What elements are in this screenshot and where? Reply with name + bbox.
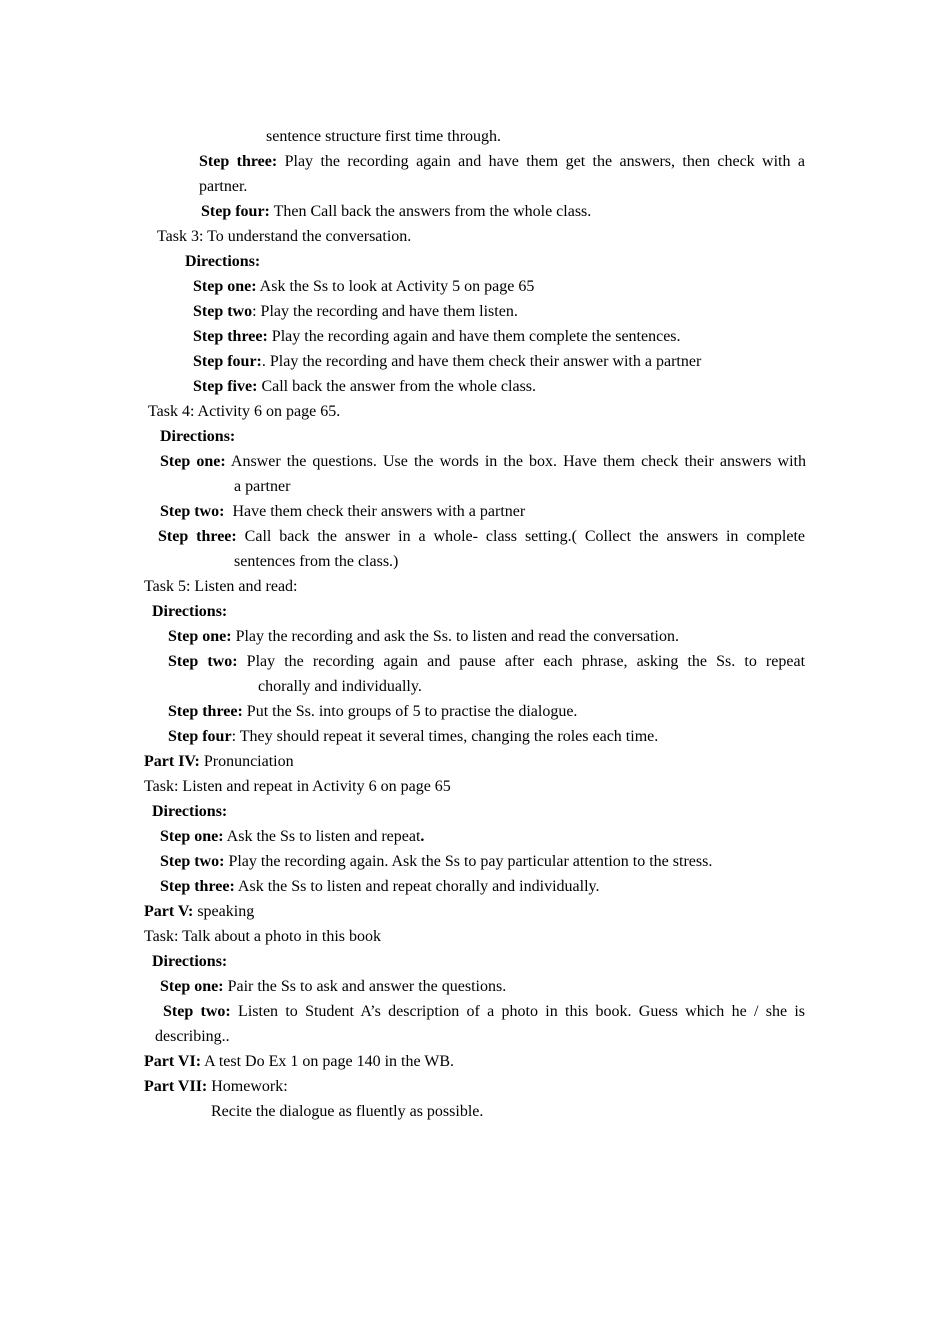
text-line: sentences from the class.) — [234, 553, 399, 570]
step-line: Step two: Play the recording and have them listen. — [193, 303, 518, 320]
text-line: a partner — [234, 478, 291, 495]
step-line: Step one: Ask the Ss to listen and repeat. — [160, 828, 425, 845]
text-line: chorally and individually. — [258, 678, 422, 695]
part-heading: Part VI: A test Do Ex 1 on page 140 in the WB. — [144, 1053, 455, 1070]
directions-label: Directions: — [185, 253, 261, 270]
part-heading: Part VII: Homework: — [144, 1078, 288, 1095]
step-line: Step three: Play the recording again and have them get the answers, then check with a partner. — [199, 153, 806, 195]
step-line: Step three: Ask the Ss to listen and repeat chorally and individually. — [160, 878, 600, 895]
text-line: Recite the dialogue as fluently as possible. — [211, 1103, 484, 1120]
step-line: Step three: Call back the answer in a whole- class setting.( Collect the answers in complete — [158, 528, 805, 545]
task-heading: Task 5: Listen and read: — [144, 578, 298, 595]
directions-label: Directions: — [152, 953, 228, 970]
step-line: Step two: Listen to Student A’s description of a photo in this book. Guess which he / she is describing.. — [155, 1003, 806, 1045]
task-heading: Task: Talk about a photo in this book — [144, 928, 381, 945]
step-line: Step one: Pair the Ss to ask and answer the questions. — [160, 978, 507, 995]
step-line: Step four:. Play the recording and have them check their answer with a partner — [193, 353, 702, 370]
directions-label: Directions: — [160, 428, 236, 445]
part-heading: Part IV: Pronunciation — [144, 753, 294, 770]
step-line: Step two: Play the recording again and pause after each phrase, asking the Ss. to repeat — [168, 653, 806, 670]
step-line: Step one: Answer the questions. Use the words in the box. Have them check their answers with — [160, 453, 807, 470]
step-line: Step five: Call back the answer from the whole class. — [193, 378, 537, 395]
task-heading: Task: Listen and repeat in Activity 6 on page 65 — [144, 778, 451, 795]
step-line: Step one: Play the recording and ask the Ss. to listen and read the conversation. — [168, 628, 679, 645]
step-line: Step three: Play the recording again and have them complete the sentences. — [193, 328, 681, 345]
step-line: Step two: Have them check their answers with a partner — [160, 503, 526, 520]
text-line: sentence structure first time through. — [266, 128, 502, 145]
step-line: Step four: Then Call back the answers from the whole class. — [201, 203, 592, 220]
task-heading: Task 3: To understand the conversation. — [157, 228, 412, 245]
directions-label: Directions: — [152, 803, 228, 820]
step-line: Step two: Play the recording again. Ask the Ss to pay particular attention to the stress. — [160, 853, 713, 870]
step-line: Step three: Put the Ss. into groups of 5 to practise the dialogue. — [168, 703, 578, 720]
task-heading: Task 4: Activity 6 on page 65. — [148, 403, 341, 420]
step-line: Step one: Ask the Ss to look at Activity 5 on page 65 — [193, 278, 535, 295]
step-line: Step four: They should repeat it several times, changing the roles each time. — [168, 728, 659, 745]
part-heading: Part V: speaking — [144, 903, 255, 920]
directions-label: Directions: — [152, 603, 228, 620]
